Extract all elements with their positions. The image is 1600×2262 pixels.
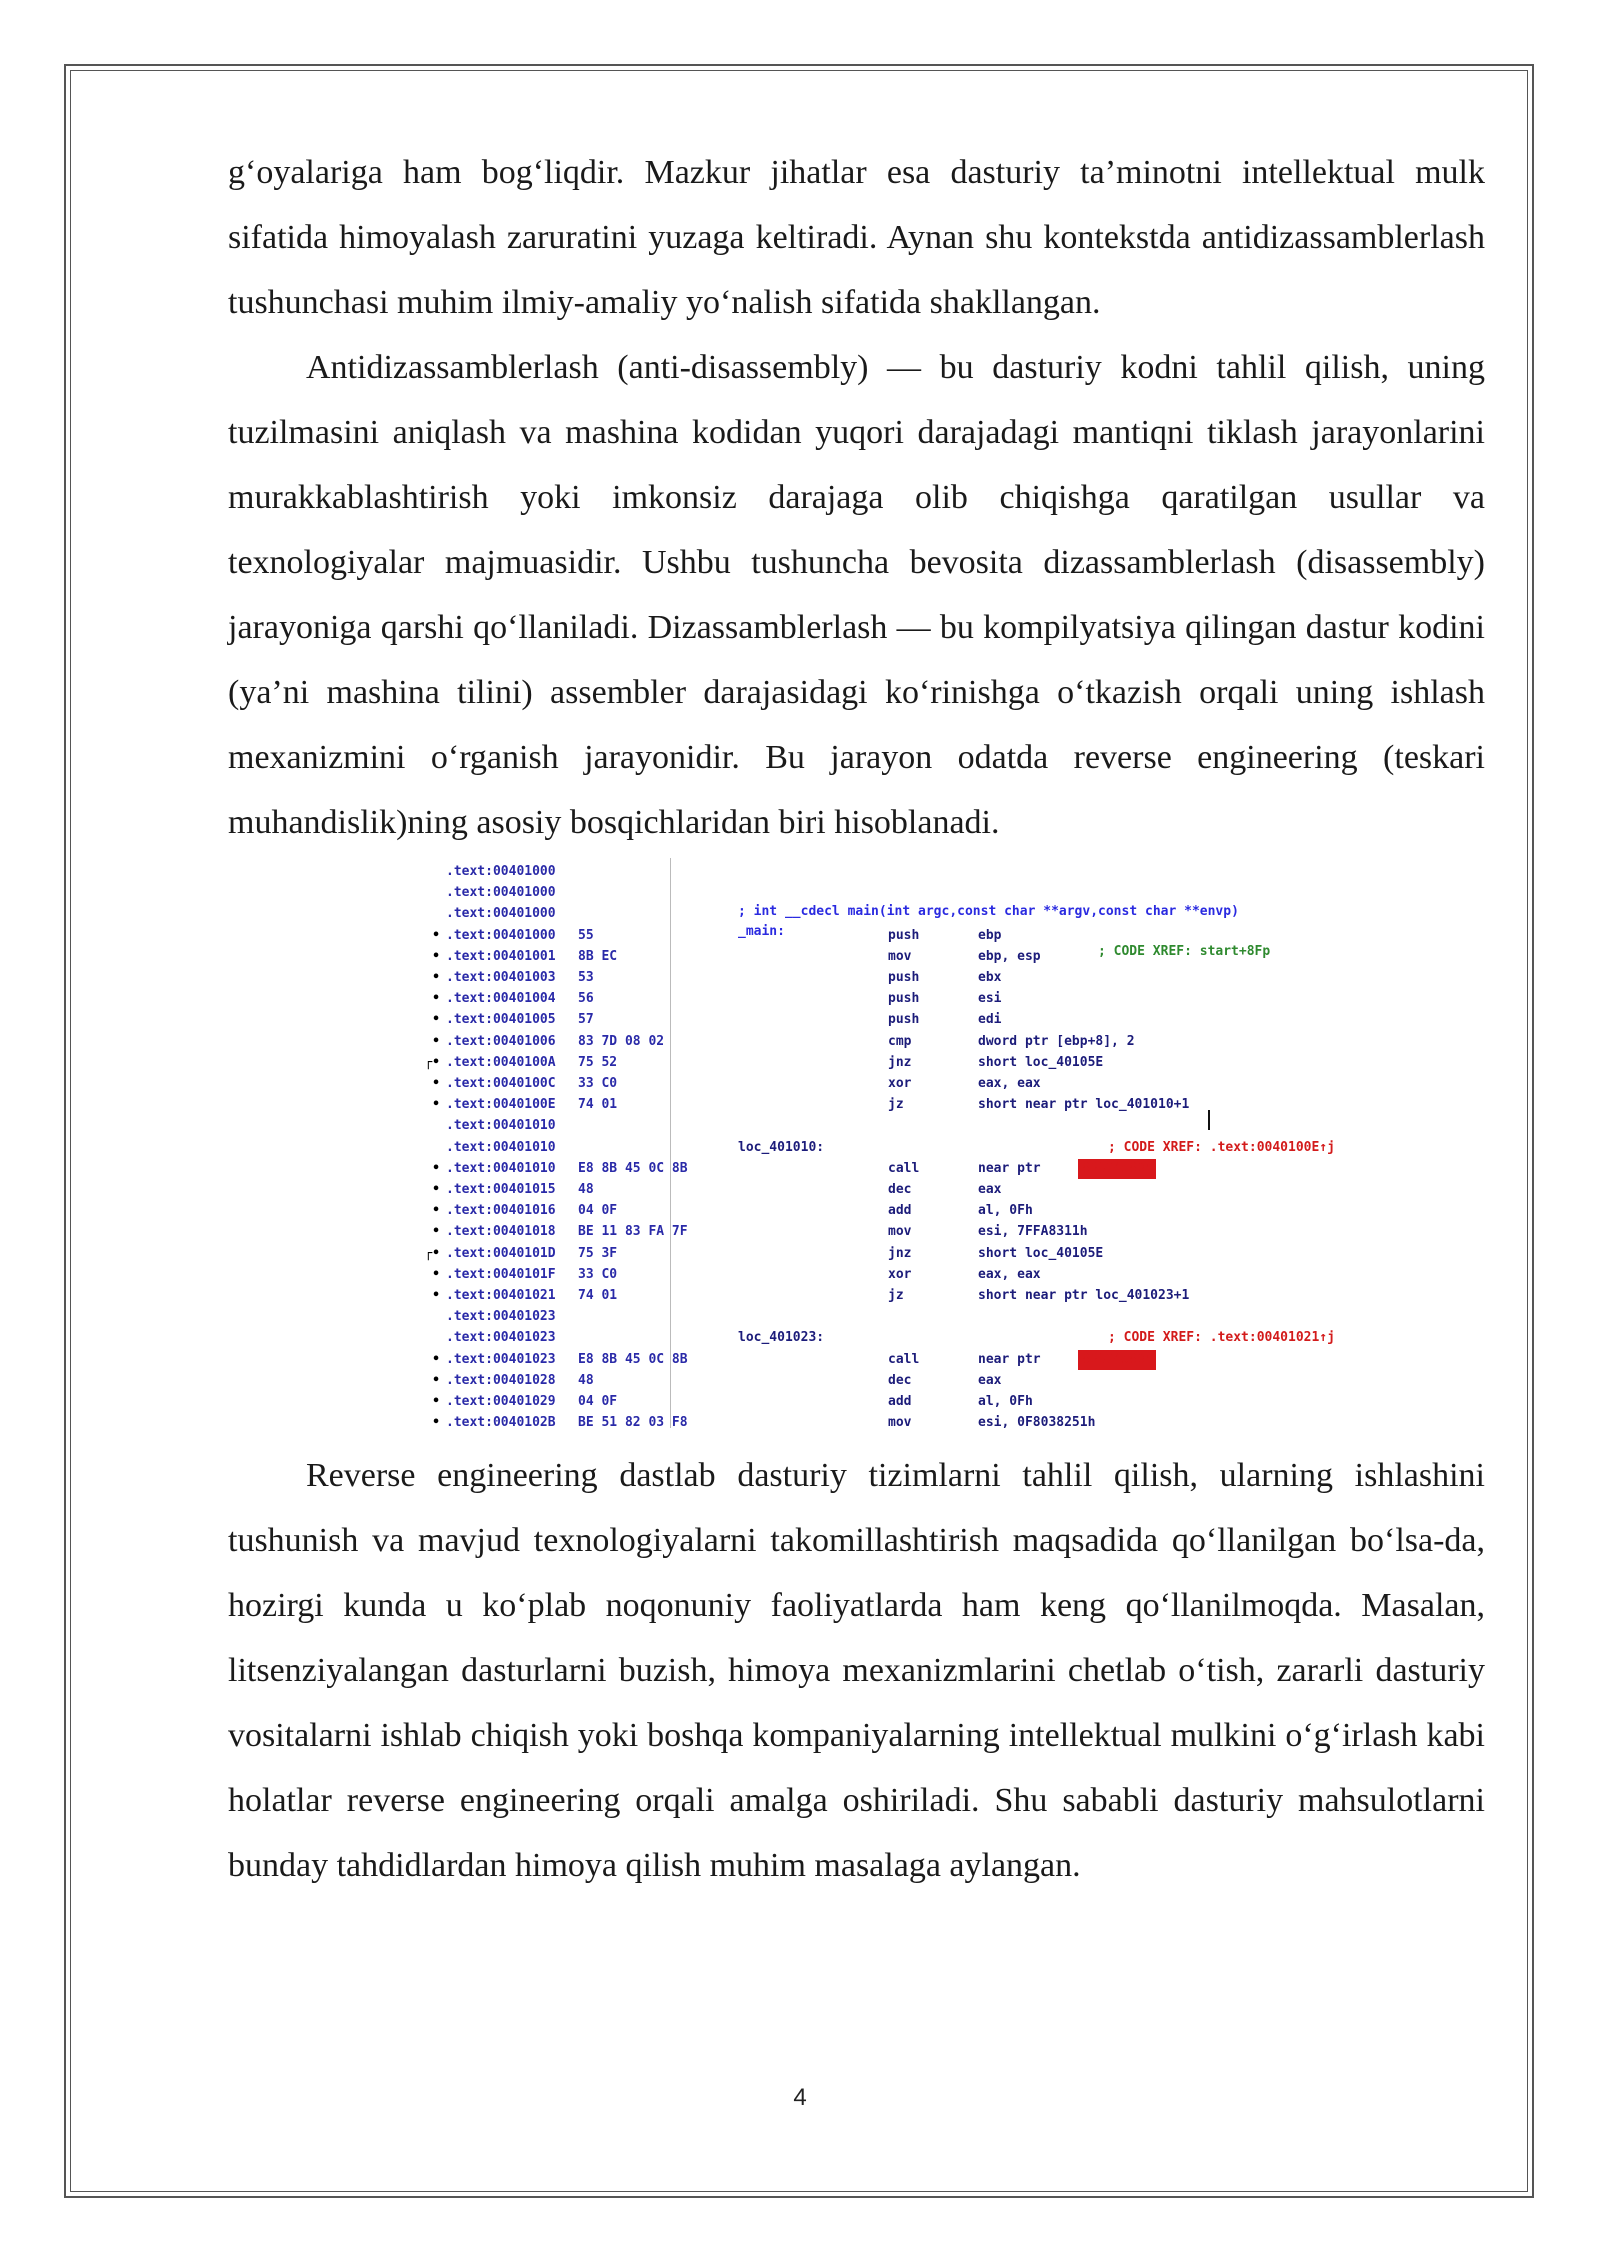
gutter-marker: • [432, 1097, 440, 1113]
address: .text:00401029 [446, 1394, 556, 1409]
gutter-marker: • [432, 1351, 440, 1367]
opcode-bytes: 55 [578, 927, 594, 943]
highlighted-target: 8B0C458Bh [1078, 1159, 1156, 1179]
operands: eax [978, 1182, 1002, 1197]
disasm-row [418, 989, 1318, 1009]
address: .text:00401004 [446, 991, 556, 1007]
gutter-marker: • [432, 1288, 440, 1303]
gutter-marker: • [432, 1224, 440, 1240]
operands: al, 0Fh [978, 1394, 1033, 1409]
disasm-row [418, 926, 1318, 946]
gutter-marker: • [432, 948, 440, 964]
opcode-bytes: 75 52 [578, 1054, 618, 1070]
opcode-bytes: 33 C0 [578, 1076, 618, 1091]
disasm-row [418, 904, 1318, 924]
page-number: 4 [793, 2084, 807, 2111]
mnemonic: xor [888, 1076, 912, 1091]
opcode-bytes: 48 [578, 1372, 594, 1388]
operands: short near ptr loc_401010+1 [978, 1097, 1190, 1113]
operands: near ptr [978, 1160, 1041, 1176]
opcode-bytes: E8 8B 45 0C 8B [578, 1351, 688, 1367]
operands: short loc_40105E [978, 1054, 1104, 1070]
gutter-marker: • [432, 1033, 440, 1049]
opcode-bytes: 56 [578, 991, 594, 1007]
mnemonic: call [888, 1160, 920, 1176]
operands: eax, eax [978, 1266, 1041, 1282]
code-label: loc_401010: [738, 1139, 825, 1155]
opcode-bytes: 33 C0 [578, 1266, 618, 1282]
address: .text:0040102B [446, 1415, 556, 1431]
address: .text:00401023 [446, 1351, 556, 1367]
operands: ebp, esp [978, 948, 1041, 964]
function-signature: ; int __cdecl main(int argc,const char **argv,const char **envp) [738, 904, 1239, 919]
opcode-bytes: 53 [578, 970, 594, 985]
operands: eax, eax [978, 1076, 1041, 1091]
operands: edi [978, 1012, 1002, 1028]
operands: esi [978, 991, 1002, 1007]
disasm-row [418, 968, 1318, 988]
gutter-marker: • [432, 1012, 440, 1028]
disasm-row [418, 883, 1318, 903]
address: .text:0040100A [446, 1054, 556, 1070]
page-content [228, 140, 1485, 1898]
disasm-row [418, 1307, 1318, 1327]
highlighted-target: 8B0C458Bh [1078, 1350, 1156, 1370]
gutter-marker: ┌• [424, 1054, 440, 1070]
disasm-row [418, 1032, 1318, 1052]
disasm-row [418, 1265, 1318, 1285]
gutter-marker: • [432, 991, 440, 1007]
gutter-marker: ┌• [424, 1245, 440, 1261]
disasm-row [418, 1010, 1318, 1030]
address: .text:00401023 [446, 1309, 556, 1325]
disassembly-figure [228, 858, 1485, 1443]
opcode-bytes: BE 11 83 FA 7F [578, 1224, 688, 1240]
address: .text:0040100C [446, 1076, 556, 1091]
operands: short near ptr loc_401023+1 [978, 1288, 1190, 1303]
paragraph: Reverse engineering dastlab dasturiy tizimlarni tahlil qilish, ularning ishlashini tushunish va mavjud texnologiyalarni takomillashtirish maqsadida qo‘llanilgan bo‘lsa-da, hozirgi kunda u ko‘plab noqonuniy faoliyatlarda ham keng qo‘llanilmoqda. Masalan, litsenziyalangan dasturlarni buzish, himoya mexanizmlarini chetlab o‘tish, zararli dasturiy vositalarni ishlab chiqish yoki boshqa kompaniyalarning intellektual mulkini o‘g‘irlash kabi holatlar reverse engineering orqali amalga oshiriladi. Shu sababli dasturiy mahsulotlarni bunday tahdidlardan himoya qilish muhim masalaga aylangan. [228, 1457, 1485, 1884]
gutter-marker: • [432, 927, 440, 943]
disasm-row [418, 862, 1318, 882]
address: .text:00401021 [446, 1288, 556, 1303]
disasm-row [418, 1286, 1318, 1306]
opcode-bytes: 48 [578, 1182, 594, 1197]
operands: al, 0Fh [978, 1203, 1033, 1219]
operands: esi, 0F8038251h [978, 1415, 1096, 1431]
operands: eax [978, 1372, 1002, 1388]
disasm-row [418, 1116, 1318, 1136]
address: .text:00401001 [446, 948, 556, 964]
mnemonic: dec [888, 1182, 912, 1197]
gutter-marker: • [432, 1182, 440, 1197]
operands: esi, 7FFA8311h [978, 1224, 1088, 1240]
address: .text:00401005 [446, 1012, 556, 1028]
xref-comment: ; CODE XREF: .text:00401021↑j [1108, 1330, 1335, 1346]
address: .text:0040100E [446, 1097, 556, 1113]
disasm-row [418, 1413, 1318, 1433]
address: .text:00401018 [446, 1224, 556, 1240]
mnemonic: dec [888, 1372, 912, 1388]
opcode-bytes: 8B EC [578, 948, 618, 964]
mnemonic: mov [888, 1415, 912, 1431]
opcode-bytes: 75 3F [578, 1245, 618, 1261]
address: .text:00401000 [446, 864, 556, 879]
opcode-bytes: 04 0F [578, 1394, 618, 1409]
mnemonic: push [888, 991, 920, 1007]
paragraphs-after [228, 1443, 1485, 1898]
mnemonic: push [888, 970, 920, 985]
address: .text:00401015 [446, 1182, 556, 1197]
address: .text:00401010 [446, 1118, 556, 1134]
disasm-row [418, 1350, 1318, 1370]
disasm-row [418, 1244, 1318, 1264]
mnemonic: jnz [888, 1054, 912, 1070]
operands: near ptr [978, 1351, 1041, 1367]
mnemonic: push [888, 927, 920, 943]
gutter-marker: • [432, 1266, 440, 1282]
address: .text:00401000 [446, 885, 556, 901]
gutter-marker: • [432, 1372, 440, 1388]
xref-comment: ; CODE XREF: .text:0040100E↑j [1108, 1139, 1335, 1155]
disasm-row [418, 1138, 1335, 1158]
address: .text:00401023 [446, 1330, 556, 1346]
mnemonic: mov [888, 1224, 912, 1240]
gutter-marker: • [432, 1076, 440, 1091]
mnemonic: mov [888, 948, 912, 964]
disasm-row [418, 1159, 1318, 1179]
function-comment: ; CODE XREF: start+8Fp [1098, 944, 1271, 959]
disasm-row [418, 1328, 1335, 1348]
address: .text:00401010 [446, 1139, 556, 1155]
address: .text:0040101F [446, 1266, 556, 1282]
opcode-bytes: 57 [578, 1012, 594, 1028]
disasm-row [418, 1095, 1318, 1115]
mnemonic: jz [888, 1288, 904, 1303]
paragraph: Antidizassamblerlash (anti-disassembly) — bu dasturiy kodni tahlil qilish, uning tuzilmasini aniqlash va mashina kodidan yuqori darajadagi mantiqni tiklash jarayonlarini murakkablashtirish yoki imkonsiz darajaga olib chiqishga qaratilgan usullar va texnologiyalar majmuasidir. Ushbu tushuncha bevosita dizassamblerlash (disassembly) jarayoniga qarshi qo‘llaniladi. Dizassamblerlash — bu kompilyatsiya qilingan dastur kodini (ya’ni mashina tilini) assembler darajasidagi ko‘rinishga o‘tkazish orqali uning ishlash mexanizmini o‘rganish jarayonidir. Bu jarayon odatda reverse engineering (teskari muhandislik)ning asosiy bosqichlaridan biri hisoblanadi. [228, 349, 1485, 841]
address: .text:00401006 [446, 1033, 556, 1049]
disasm-row [418, 1074, 1318, 1094]
mnemonic: add [888, 1203, 912, 1219]
gutter-marker: • [432, 970, 440, 985]
disasm-row [418, 947, 1318, 967]
disasm-row [418, 1053, 1318, 1073]
mnemonic: jz [888, 1097, 904, 1113]
opcode-bytes: 74 01 [578, 1097, 618, 1113]
address: .text:00401000 [446, 906, 556, 922]
operands: ebx [978, 970, 1002, 985]
disasm-row [418, 1180, 1318, 1200]
function-label: _main: [738, 924, 785, 939]
gutter-marker: • [432, 1394, 440, 1409]
mnemonic: call [888, 1351, 920, 1367]
disasm-row [418, 1222, 1318, 1242]
operands: short loc_40105E [978, 1245, 1104, 1261]
disasm-row [418, 1201, 1318, 1221]
operands: ebp [978, 927, 1002, 943]
gutter-marker: • [432, 1160, 440, 1176]
mnemonic: add [888, 1394, 912, 1409]
mnemonic: cmp [888, 1033, 912, 1049]
disasm-row [418, 1392, 1318, 1412]
operands: dword ptr [ebp+8], 2 [978, 1033, 1135, 1049]
paragraph: g‘oyalariga ham bog‘liqdir. Mazkur jihatlar esa dasturiy ta’minotni intellektual mulk sifatida himoyalash zaruratini yuzaga keltiradi. Aynan shu kontekstda antidizassamblerlash tushunchasi muhim ilmiy-amaliy yo‘nalish sifatida shakllangan. [228, 154, 1485, 321]
address: .text:0040101D [446, 1245, 556, 1261]
paragraphs-before [228, 140, 1485, 855]
address: .text:00401016 [446, 1203, 556, 1219]
address: .text:00401003 [446, 970, 556, 985]
opcode-bytes: 04 0F [578, 1203, 618, 1219]
mnemonic: push [888, 1012, 920, 1028]
disassembly-listing [418, 858, 1335, 1443]
gutter-marker: • [432, 1203, 440, 1219]
address: .text:00401028 [446, 1372, 556, 1388]
address: .text:00401010 [446, 1160, 556, 1176]
gutter-marker: • [432, 1415, 440, 1431]
opcode-bytes: 83 7D 08 02 [578, 1033, 665, 1049]
opcode-bytes: 74 01 [578, 1288, 618, 1303]
disasm-row [418, 1371, 1318, 1391]
mnemonic: xor [888, 1266, 912, 1282]
code-label: loc_401023: [738, 1330, 825, 1346]
opcode-bytes: E8 8B 45 0C 8B [578, 1160, 688, 1176]
opcode-bytes: BE 51 82 03 F8 [578, 1415, 688, 1431]
mnemonic: jnz [888, 1245, 912, 1261]
address: .text:00401000 [446, 927, 556, 943]
